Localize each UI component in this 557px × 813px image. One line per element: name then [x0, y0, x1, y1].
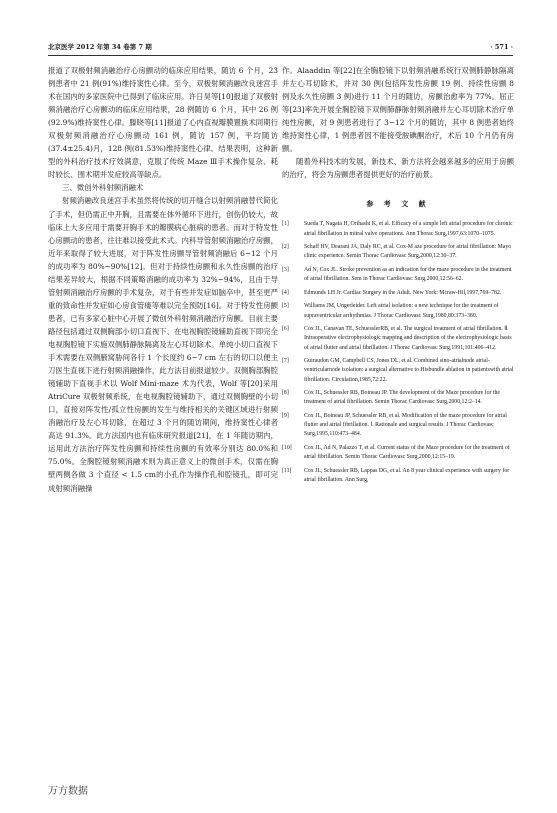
reference-number: [1]: [282, 221, 289, 228]
reference-text: Cox JL, Ad N, Palazzo T, et al. Current status of the Maze procedure for the treatment of atrial fibrillation. Semin Thorac Cardiovasc Surg,2000,12:15–19.: [304, 445, 510, 461]
reference-list: [282, 220, 514, 485]
reference-item: [282, 302, 514, 320]
reference-text: Ad N, Cox JL. Stroke prevention as an indication for the maze procedure in the treatment of atrial fibrillation. Sem in Thorac Cardiovasc Surg,2000,12:56–62.: [304, 267, 512, 283]
reference-number: [4]: [282, 289, 289, 296]
reference-text: Cox JL, Canavan TE, SchuesslerRB, et al. The surgical treatment of atrial fibrillation. Ⅱ. Intraoperative electrophysiologic mapping and description of the electrophysiologic basis of atrial flutter and atrial fibrillation. J Thorac Cardiovasc Surg,1991,101:406–412.: [304, 326, 512, 351]
reference-item: [282, 289, 514, 298]
reference-text: Sueda T, Nagata H, Orihashi K, et al. Efficacy of a simple left atrial procedure for chronic atrial fibrillation in mitral valve operations. Ann Thorac Surg,1997,63:1070–1075.: [304, 221, 513, 237]
watermark: 万方数据: [48, 786, 88, 797]
reference-number: [9]: [282, 413, 289, 420]
reference-item: [282, 467, 514, 485]
reference-text: Schaff HV, Dearani JA, Daly RC, et al. Cox-M aze procedure for atrial fibrillation: Mayo clinic experience. Semin Thorac Cardiovasc Surg,2000,12:30–37.: [304, 244, 512, 260]
reference-number: [8]: [282, 390, 289, 397]
running-header: [48, 40, 513, 56]
page-number: · 571 ·: [490, 43, 513, 51]
right-column: [282, 64, 514, 490]
reference-item: [282, 220, 514, 238]
journal-info: 北京医学 2012 年第 34 卷第 7 期: [48, 43, 152, 51]
reference-item: [282, 325, 514, 353]
reference-text: Guiraudon GM, Campbell CS, Jones DL, et al. Combined sino-atrialnode atrial-ventricularnode isolation: a surgical alternative to Hisbundle ablation in patientswith atrial fibrillation. Circulation,1985,72:22.: [304, 358, 514, 383]
reference-number: [7]: [282, 358, 289, 365]
reference-number: [2]: [282, 244, 289, 251]
reference-number: [11]: [282, 467, 292, 474]
reference-text: Cox JL, Schuessler RB, Boineau JP. The development of the Maze procedure for the treatment of atrial fibrillation. Semin Thorac Cardiovasc Surg,2000,12:2–14.: [304, 390, 500, 406]
section-heading: 三、微创外科射频消融术: [62, 183, 144, 193]
reference-text: Cox JL, Schuessler RB, Lappas DG, et al. An 8 year clinical experience with surgery for atrial fibrillation. Ann Surg,: [304, 467, 510, 484]
reference-text: Williams JM, Ungerleider. Left atrial isolation: a new technique for the treatment of supraventricular arrhythmias. J Thorac Cardiovasc Surg,1980,80:373–380.: [304, 303, 499, 319]
reference-number: [6]: [282, 326, 289, 333]
reference-text: Cox JL, Boineau JP, Schuessler RB, et al. Modification of the maze procedure for atrial flutter and atrial fibrillation. Ⅰ. Rationale and surgical results. J Thorac Cardiovasc Surg,1995,110:473–484.: [304, 413, 507, 438]
reference-item: [282, 243, 514, 261]
reference-text: Edmunds LH Jr. Cardiac Surgery in the Adult. New York: Mcraw-Hil,1997,769–782.: [304, 289, 502, 296]
reference-item: [282, 357, 514, 385]
reference-number: [5]: [282, 303, 289, 310]
reference-item: [282, 412, 514, 440]
references-heading: 参 考 文 献: [366, 199, 430, 209]
reference-item: [282, 389, 514, 407]
left-column: [48, 64, 278, 495]
reference-number: [3]: [282, 267, 289, 274]
reference-item: [282, 444, 514, 462]
body-paragraph: 射频消融改良迷宫手术虽然将传统的切开缝合以射频消融替代简化了手术，但仍需正中开胸，且需要在体外循环下进行，创伤仍较大，故临床上大多应用于需要开胸手术的瓣膜病心脏病的患者。而对于特发性心房颤动的患者，往往难以接受此术式。内科导管射频消融治疗房颤，近年来取得了较大进展，对于阵发性房颤导管射频消融后 6~12 个月的成功率为 80%~90%[12]。但对于持续性房颤和永久性房颤的治疗结果差异较大，根据不同策略消融的成功率为 32%~94%，且由于导管射频消融治疗房颤的手术复杂，对于有些并发症如脑卒中，甚至更严重的致命性并发症如心房食管瘘等难以完全预防[16]。对于特发性房颤患者，已有多家心脏中心开展了微创外科射频消融治疗房颤。目前主要路径包括通过双侧胸部小切口直视下、在电视胸腔镜辅助直视下即完全电视胸腔镜下实施双侧肺静脉隔离及左心耳切除术。单纯小切口直视下手术需要在双侧腋窝胁间各行 1 个长度约 6~7 cm 左右的切口以便主刀医生直视下进行射频消融操作，此方法目前报道较少。双侧胸部胸腔镜辅助下直视手术以 Wolf Mini-maze 术为代表，Wolf 等[20]采用 AtriCure 双极射频系统，在电视胸腔镜辅助下，通过双侧胸壁的小切口，直接对阵发性/孤立性房颤的发生与维持相关的关键区域进行射频消融治疗及左心耳切除，在超过 3 个月的随访期间，维持窦性心律者高达 91.3%。此方法国内也有临床研究报道[21]，在 1 年随访期内，运用此方法治疗阵发性房颤和持续性房颤的有效率分别达 80.0%和 75.0%。全胸腔镜射频消融术则为真正意义上的微创手术，仅需在胸壁两侧各做 3 个直径 < 1.5 cm的小孔作为操作孔和腔镜孔，即可完成射频消融操: [48, 196, 278, 493]
body-paragraph: 作。Alaaddin 等[22]在全胸腔镜下以射频消融系统行双侧肺静脉隔离并左心耳切除术，并对 30 例(包括阵发性房颤 19 例、持续性房颤 8 例及永久性房颤 3 例)进行 11 个月的随访，房颤治愈率为 77%。屈正等[23]率先开展全胸腔镜下双侧肺静脉射频消融并左心耳切除术治疗单纯性房颤，对 9 例患者进行了 3~12 个月的随访，其中 8 例患者始终维持窦性心律，1 例患者因不能接受胺碘酮治疗，术后 10 个月仍有房颤。: [282, 66, 514, 154]
body-paragraph: 随着外科技术的发展，新技术、新方法将会越来越多的应用于房颤的治疗，将会为房颤患者提供更好的治疗前景。: [282, 157, 514, 180]
reference-number: [10]: [282, 445, 292, 452]
reference-item: [282, 266, 514, 284]
body-paragraph: 报道了双极射频消融治疗心房颤动的临床应用结果，随访 6 个月，23 例患者中 21 例(91%)维持窦性心律。至今，双极射频消融改良迷宫手术在国内的多家医院中已得到了临床应用。许日昊等[10]报道了双极射频消融治疗心房颤动的临床应用结果，28 例随访 6 个月，其中 26 例(92.9%)维持窦性心律。滕晓等[11]报道了心内直视瓣膜置换术同期行双极射频消融治疗心房颤动 161 例，随访 157 例，平均随访(37.4±25.4)月，128 例(81.53%)维持窦性心律。结果表明，这种新型的外科治疗技术疗效满意，克服了传统 Maze Ⅲ手术操作复杂、耗时较长、围术期并发症较高等缺点。: [48, 66, 278, 180]
